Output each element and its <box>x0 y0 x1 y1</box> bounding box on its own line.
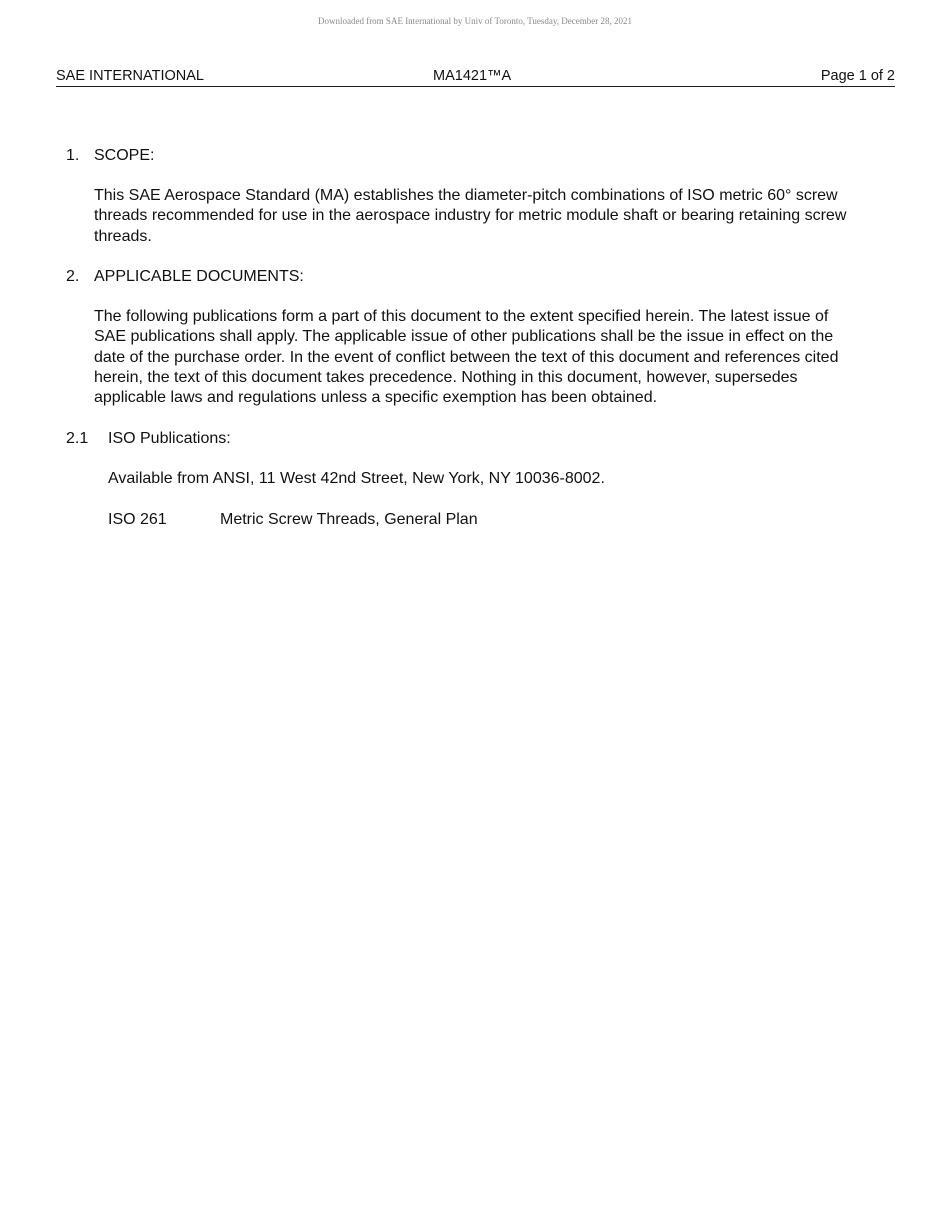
section-1-title: SCOPE: <box>94 147 155 164</box>
section-2-body: The following publications form a part of this document to the extent specified herein. The latest issue of SAE publications shall apply. The applicable issue of other publications shall be the issue in effect on the date of the purchase order. In the event of conflict between the text of this document and references cited herein, the text of this document takes precedence. Nothing in this document, however, supersedes applicable laws and regulations unless a specific exemption has been obtained. <box>94 308 839 407</box>
header-org: SAE INTERNATIONAL <box>56 68 204 84</box>
section-2-title: APPLICABLE DOCUMENTS: <box>94 268 304 285</box>
ansi-availability: Available from ANSI, 11 West 42nd Street, New York, NY 10036-8002. <box>108 470 605 487</box>
header-doc-id: MA1421™A <box>433 68 512 84</box>
iso-261-reference-title: Metric Screw Threads, General Plan <box>220 511 478 528</box>
section-1-number: 1. <box>66 147 80 164</box>
section-2-1-number: 2.1 <box>66 430 89 447</box>
iso-261-reference-id: ISO 261 <box>108 511 167 528</box>
section-2-1-title: ISO Publications: <box>108 430 231 447</box>
section-1-body: This SAE Aerospace Standard (MA) establishes the diameter-pitch combinations of ISO metric 60° screw threads recommended for use in the aerospace industry for metric module shaft or bearing retaining screw threads. <box>94 187 847 245</box>
page-header <box>56 66 895 87</box>
header-page-number: Page 1 of 2 <box>820 68 895 84</box>
download-watermark: Downloaded from SAE International by Univ of Toronto, Tuesday, December 28, 2021 <box>317 16 633 26</box>
section-2-number: 2. <box>66 268 80 285</box>
